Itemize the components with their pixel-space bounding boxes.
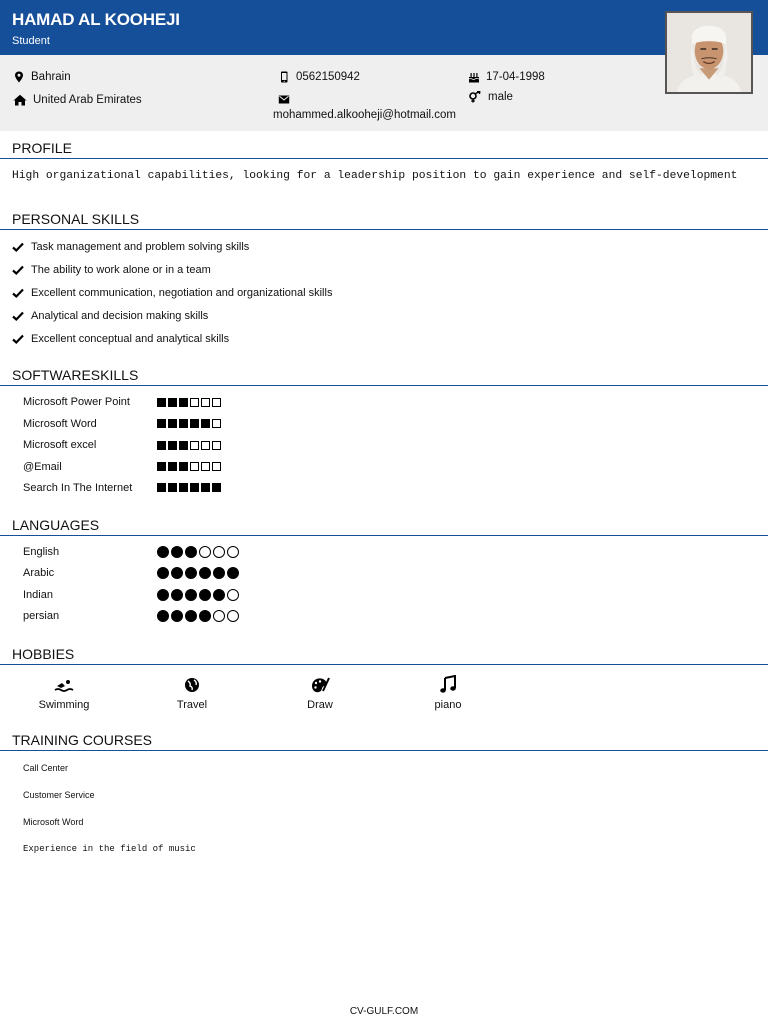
hobby-label: Draw [307, 699, 333, 711]
rating-square-empty [190, 398, 199, 407]
phone-text: 0562150942 [296, 71, 360, 83]
rating-square-filled [168, 462, 177, 471]
rating-square-filled [179, 483, 188, 492]
rating-dot-filled [157, 589, 169, 601]
hobby-label: Swimming [38, 699, 90, 711]
rating-square-filled [212, 483, 221, 492]
rating-dot-empty [227, 589, 239, 601]
rating-square-filled [157, 462, 166, 471]
language-rating [157, 589, 239, 601]
rating-dot-filled [171, 610, 183, 622]
rating-square-filled [168, 441, 177, 450]
rating-square-empty [201, 462, 210, 471]
personal-skill-item [12, 310, 208, 322]
home-icon [13, 94, 27, 106]
hobbies-section-title: HOBBIES [0, 645, 768, 665]
rating-square-empty [201, 441, 210, 450]
personal-skill-text: Analytical and decision making skills [31, 310, 209, 322]
software-skill-rating [157, 462, 221, 471]
personal-skill-item [12, 241, 249, 253]
rating-square-empty [212, 419, 221, 428]
globe-icon [181, 675, 203, 695]
gender-icon [468, 91, 482, 103]
rating-dot-empty [213, 546, 225, 558]
rating-square-filled [179, 398, 188, 407]
profile-text: High organizational capabilities, looking for a leadership position to gain experience and self-development [12, 170, 738, 182]
header-bar [0, 0, 768, 55]
checkmark-icon [12, 264, 24, 276]
city-text: Bahrain [31, 71, 71, 83]
rating-dot-filled [157, 567, 169, 579]
rating-dot-filled [171, 589, 183, 601]
footer-credit[interactable]: CV-GULF.COM [349, 1006, 419, 1017]
language-label: English [23, 546, 60, 558]
rating-square-filled [179, 419, 188, 428]
training-course-item: Customer Service [23, 790, 95, 800]
rating-dot-empty [227, 546, 239, 558]
country-text: United Arab Emirates [33, 94, 142, 106]
rating-square-empty [190, 462, 199, 471]
checkmark-icon [12, 241, 24, 253]
training-course-item: Experience in the field of music [23, 844, 196, 854]
rating-square-filled [179, 441, 188, 450]
software-skill-rating [157, 483, 221, 492]
rating-dot-filled [185, 546, 197, 558]
personal-skill-text: Excellent communication, negotiation and organizational skills [31, 287, 333, 299]
rating-dot-filled [157, 546, 169, 558]
rating-dot-empty [199, 546, 211, 558]
languages-section-title: LANGUAGES [0, 516, 768, 536]
rating-dot-filled [213, 567, 225, 579]
phone-item [278, 71, 360, 83]
rating-square-filled [157, 419, 166, 428]
envelope-icon [278, 93, 290, 105]
personal-skill-item [12, 333, 229, 345]
rating-square-filled [157, 398, 166, 407]
personal-skill-text: Excellent conceptual and analytical skills [31, 333, 230, 345]
hobby-swimming [14, 675, 114, 711]
birthdate-text: 17-04-1998 [486, 71, 545, 83]
rating-dot-filled [185, 589, 197, 601]
personal-skill-text: Task management and problem solving skills [31, 241, 250, 253]
training-course-item: Call Center [23, 763, 69, 773]
email-item[interactable] [273, 109, 456, 121]
rating-square-filled [168, 483, 177, 492]
birthday-cake-icon [468, 71, 480, 83]
software-skill-label: Microsoft Word [23, 418, 97, 430]
hobby-draw [270, 675, 370, 711]
software-skill-label: Search In The Internet [23, 482, 133, 494]
language-label: persian [23, 610, 60, 622]
person-name: HAMAD AL KOOHEJI [12, 10, 180, 29]
rating-square-empty [212, 462, 221, 471]
rating-dot-filled [185, 610, 197, 622]
rating-dot-filled [227, 567, 239, 579]
language-label: Indian [23, 589, 53, 601]
hobby-travel [142, 675, 242, 711]
personal-skill-item [12, 287, 332, 299]
language-rating [157, 546, 239, 558]
software-skill-label: @Email [23, 461, 62, 473]
contact-info [0, 55, 768, 131]
hobby-label: Travel [176, 699, 208, 711]
map-pin-icon [13, 71, 25, 83]
rating-square-empty [212, 441, 221, 450]
mobile-phone-icon [278, 71, 290, 83]
city-item [13, 71, 71, 83]
rating-dot-filled [199, 589, 211, 601]
personal-skills-section-title: PERSONAL SKILLS [0, 210, 768, 230]
rating-dot-filled [185, 567, 197, 579]
software-skill-label: Microsoft Power Point [23, 396, 130, 408]
rating-dot-empty [227, 610, 239, 622]
training-section-title: TRAINING COURSES [0, 731, 768, 751]
checkmark-icon [12, 310, 24, 322]
checkmark-icon [12, 287, 24, 299]
email-icon-item [278, 93, 296, 105]
rating-square-empty [201, 398, 210, 407]
software-skill-rating [157, 419, 221, 428]
rating-dot-filled [171, 567, 183, 579]
rating-dot-filled [199, 567, 211, 579]
palette-icon [309, 675, 331, 695]
swimmer-icon [53, 675, 75, 695]
gender-text: male [488, 91, 513, 103]
rating-square-filled [201, 483, 210, 492]
rating-square-filled [168, 419, 177, 428]
rating-square-filled [157, 441, 166, 450]
rating-square-filled [201, 419, 210, 428]
rating-square-filled [157, 483, 166, 492]
rating-square-filled [190, 419, 199, 428]
software-skills-section-title: SOFTWARESKILLS [0, 366, 768, 386]
hobby-label: piano [434, 699, 462, 711]
email-text[interactable]: mohammed.alkooheji@hotmail.com [273, 109, 456, 121]
rating-square-empty [212, 398, 221, 407]
birthdate-item [468, 71, 545, 83]
language-rating [157, 567, 239, 579]
personal-skill-item [12, 264, 211, 276]
language-rating [157, 610, 239, 622]
personal-skill-text: The ability to work alone or in a team [31, 264, 211, 276]
rating-square-filled [168, 398, 177, 407]
training-course-item: Microsoft Word [23, 817, 84, 827]
language-label: Arabic [23, 567, 55, 579]
profile-photo [665, 11, 753, 94]
software-skill-rating [157, 398, 221, 407]
checkmark-icon [12, 333, 24, 345]
rating-dot-filled [171, 546, 183, 558]
rating-square-filled [179, 462, 188, 471]
rating-dot-filled [157, 610, 169, 622]
rating-square-empty [190, 441, 199, 450]
rating-square-filled [190, 483, 199, 492]
rating-dot-empty [213, 610, 225, 622]
person-role: Student [12, 35, 50, 47]
rating-dot-filled [199, 610, 211, 622]
profile-section-title: PROFILE [0, 139, 768, 159]
music-note-icon [437, 675, 459, 695]
software-skill-rating [157, 441, 221, 450]
software-skill-label: Microsoft excel [23, 439, 97, 451]
hobby-piano [398, 675, 498, 711]
rating-dot-filled [213, 589, 225, 601]
country-item [13, 94, 142, 106]
gender-item [468, 91, 513, 103]
